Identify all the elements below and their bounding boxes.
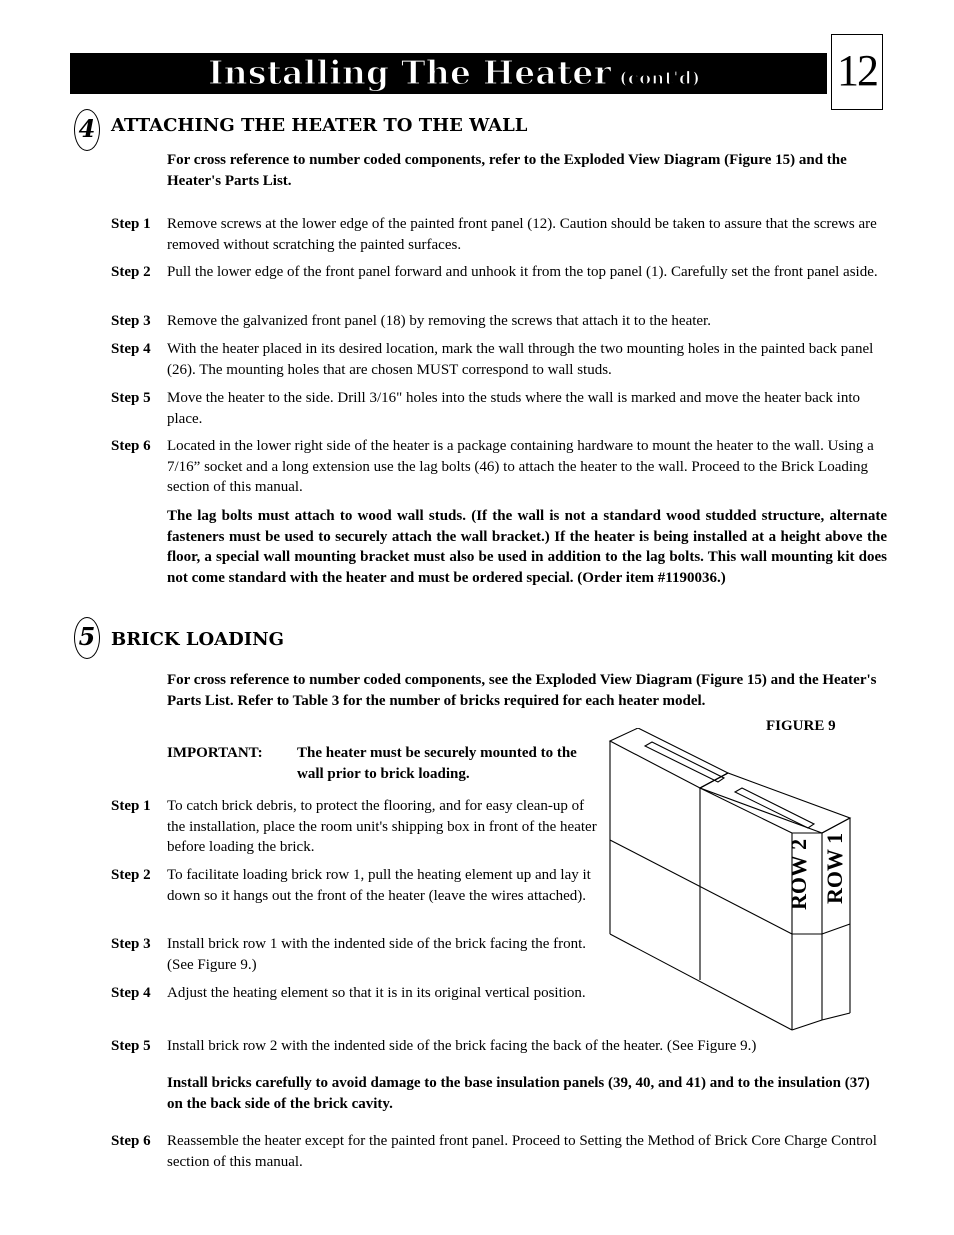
s5-step4-text: Adjust the heating element so that it is in its original vertical position. <box>167 985 586 1001</box>
important-text: The heater must be securely mounted to the wall prior to brick loading. <box>297 745 577 782</box>
s5-step2-text: To facilitate loading brick row 1, pull the heating element up and lay it down so it hangs out the front of the heater (leave the wires attached). <box>167 867 591 904</box>
brick-top-front-row <box>700 773 850 833</box>
s5-step1-label: Step 1 <box>111 798 151 814</box>
section-5-title: BRICK LOADING <box>111 629 284 650</box>
s4-step3-text: Remove the galvanized front panel (18) by removing the screws that attach it to the heater. <box>167 313 711 329</box>
s4-step5-label: Step 5 <box>111 390 151 406</box>
s5-step3-text: Install brick row 1 with the indented side of the brick facing the front. (See Figure 9.) <box>167 936 587 973</box>
row-2-label: ROW 2 <box>786 838 811 910</box>
s5-step5-text: Install brick row 2 with the indented side of the brick facing the back of the heater. (See Figure 9.) <box>167 1038 757 1054</box>
s5-step1-text: To catch brick debris, to protect the flooring, and for easy clean-up of the installation, place the room unit's shipping box in front of the heater before loading the brick. <box>167 798 597 856</box>
s4-step6-text: Located in the lower right side of the heater is a package containing hardware to mount the heater to the wall. Using a 7/16” socket and a long extension use the lag bolts (46) to attach the heater to the wall. Proceed to the Brick Loading section of this manual. <box>167 438 874 496</box>
s5-step3-label: Step 3 <box>111 936 151 952</box>
s5-step6-text: Reassemble the heater except for the painted front panel. Proceed to Setting the Method of Brick Core Charge Control section of this manual. <box>167 1133 877 1170</box>
brick-row-diagram <box>600 728 860 1040</box>
section-5-intro: For cross reference to number coded components, see the Exploded View Diagram (Figure 15) and the Heater's Parts List. Refer to Table 3 for the number of bricks required for each heater model. <box>167 672 877 709</box>
section-4-intro: For cross reference to number coded components, refer to the Exploded View Diagram (Figure 15) and the Heater's Parts List. <box>167 152 847 189</box>
figure-9-label: FIGURE 9 <box>766 718 836 734</box>
s4-step6-label: Step 6 <box>111 438 151 454</box>
s5-step2-label: Step 2 <box>111 867 151 883</box>
title-cont: (cont'd) <box>619 68 701 89</box>
important-label: IMPORTANT: <box>167 745 263 761</box>
section-5-note: Install bricks carefully to avoid damage to the base insulation panels (39, 40, and 41) and to the insulation (37) on the back side of the brick cavity. <box>167 1075 870 1112</box>
brick-groove-2 <box>735 788 814 828</box>
s5-step5-label: Step 5 <box>111 1038 151 1054</box>
s4-step1-label: Step 1 <box>111 216 151 232</box>
s4-step5-text: Move the heater to the side. Drill 3/16" holes into the studs where the wall is marked and move the heater back into place. <box>167 390 861 427</box>
s5-step6-label: Step 6 <box>111 1133 151 1149</box>
s4-step2-text: Pull the lower edge of the front panel forward and unhook it from the top panel (1). Carefully set the front panel aside. <box>167 264 878 280</box>
page-title: Installing The Heater (cont'd) <box>208 53 701 92</box>
s4-step4-text: With the heater placed in its desired location, mark the wall through the two mounting holes in the painted back panel (26). The mounting holes that are chosen MUST correspond to wall studs. <box>167 341 874 378</box>
section-4-number: 4 <box>74 109 100 151</box>
page-number: 12 <box>831 34 883 110</box>
s4-step3-label: Step 3 <box>111 313 151 329</box>
brick-groove-1 <box>645 742 724 782</box>
section-4-note: The lag bolts must attach to wood wall studs. (If the wall is not a standard wood studded structure, alternate fasteners must be used to securely attach the wall bracket.) If the heater is being installed at a height above the floor, a special wall mounting bracket must also be used in addition to the lag bolts. This wall mounting kit does not come standard with the heater and must be ordered special. (Order item #1190036.) <box>167 508 887 587</box>
row-1-label: ROW 1 <box>822 832 847 904</box>
s5-step4-label: Step 4 <box>111 985 151 1001</box>
s4-step2-label: Step 2 <box>111 264 151 280</box>
section-4-title: ATTACHING THE HEATER TO THE WALL <box>111 115 528 136</box>
s4-step4-label: Step 4 <box>111 341 151 357</box>
s4-step1-text: Remove screws at the lower edge of the painted front panel (12). Caution should be taken to assure that the screws are removed without scratching the painted surfaces. <box>167 216 877 253</box>
section-5-number: 5 <box>74 617 100 659</box>
